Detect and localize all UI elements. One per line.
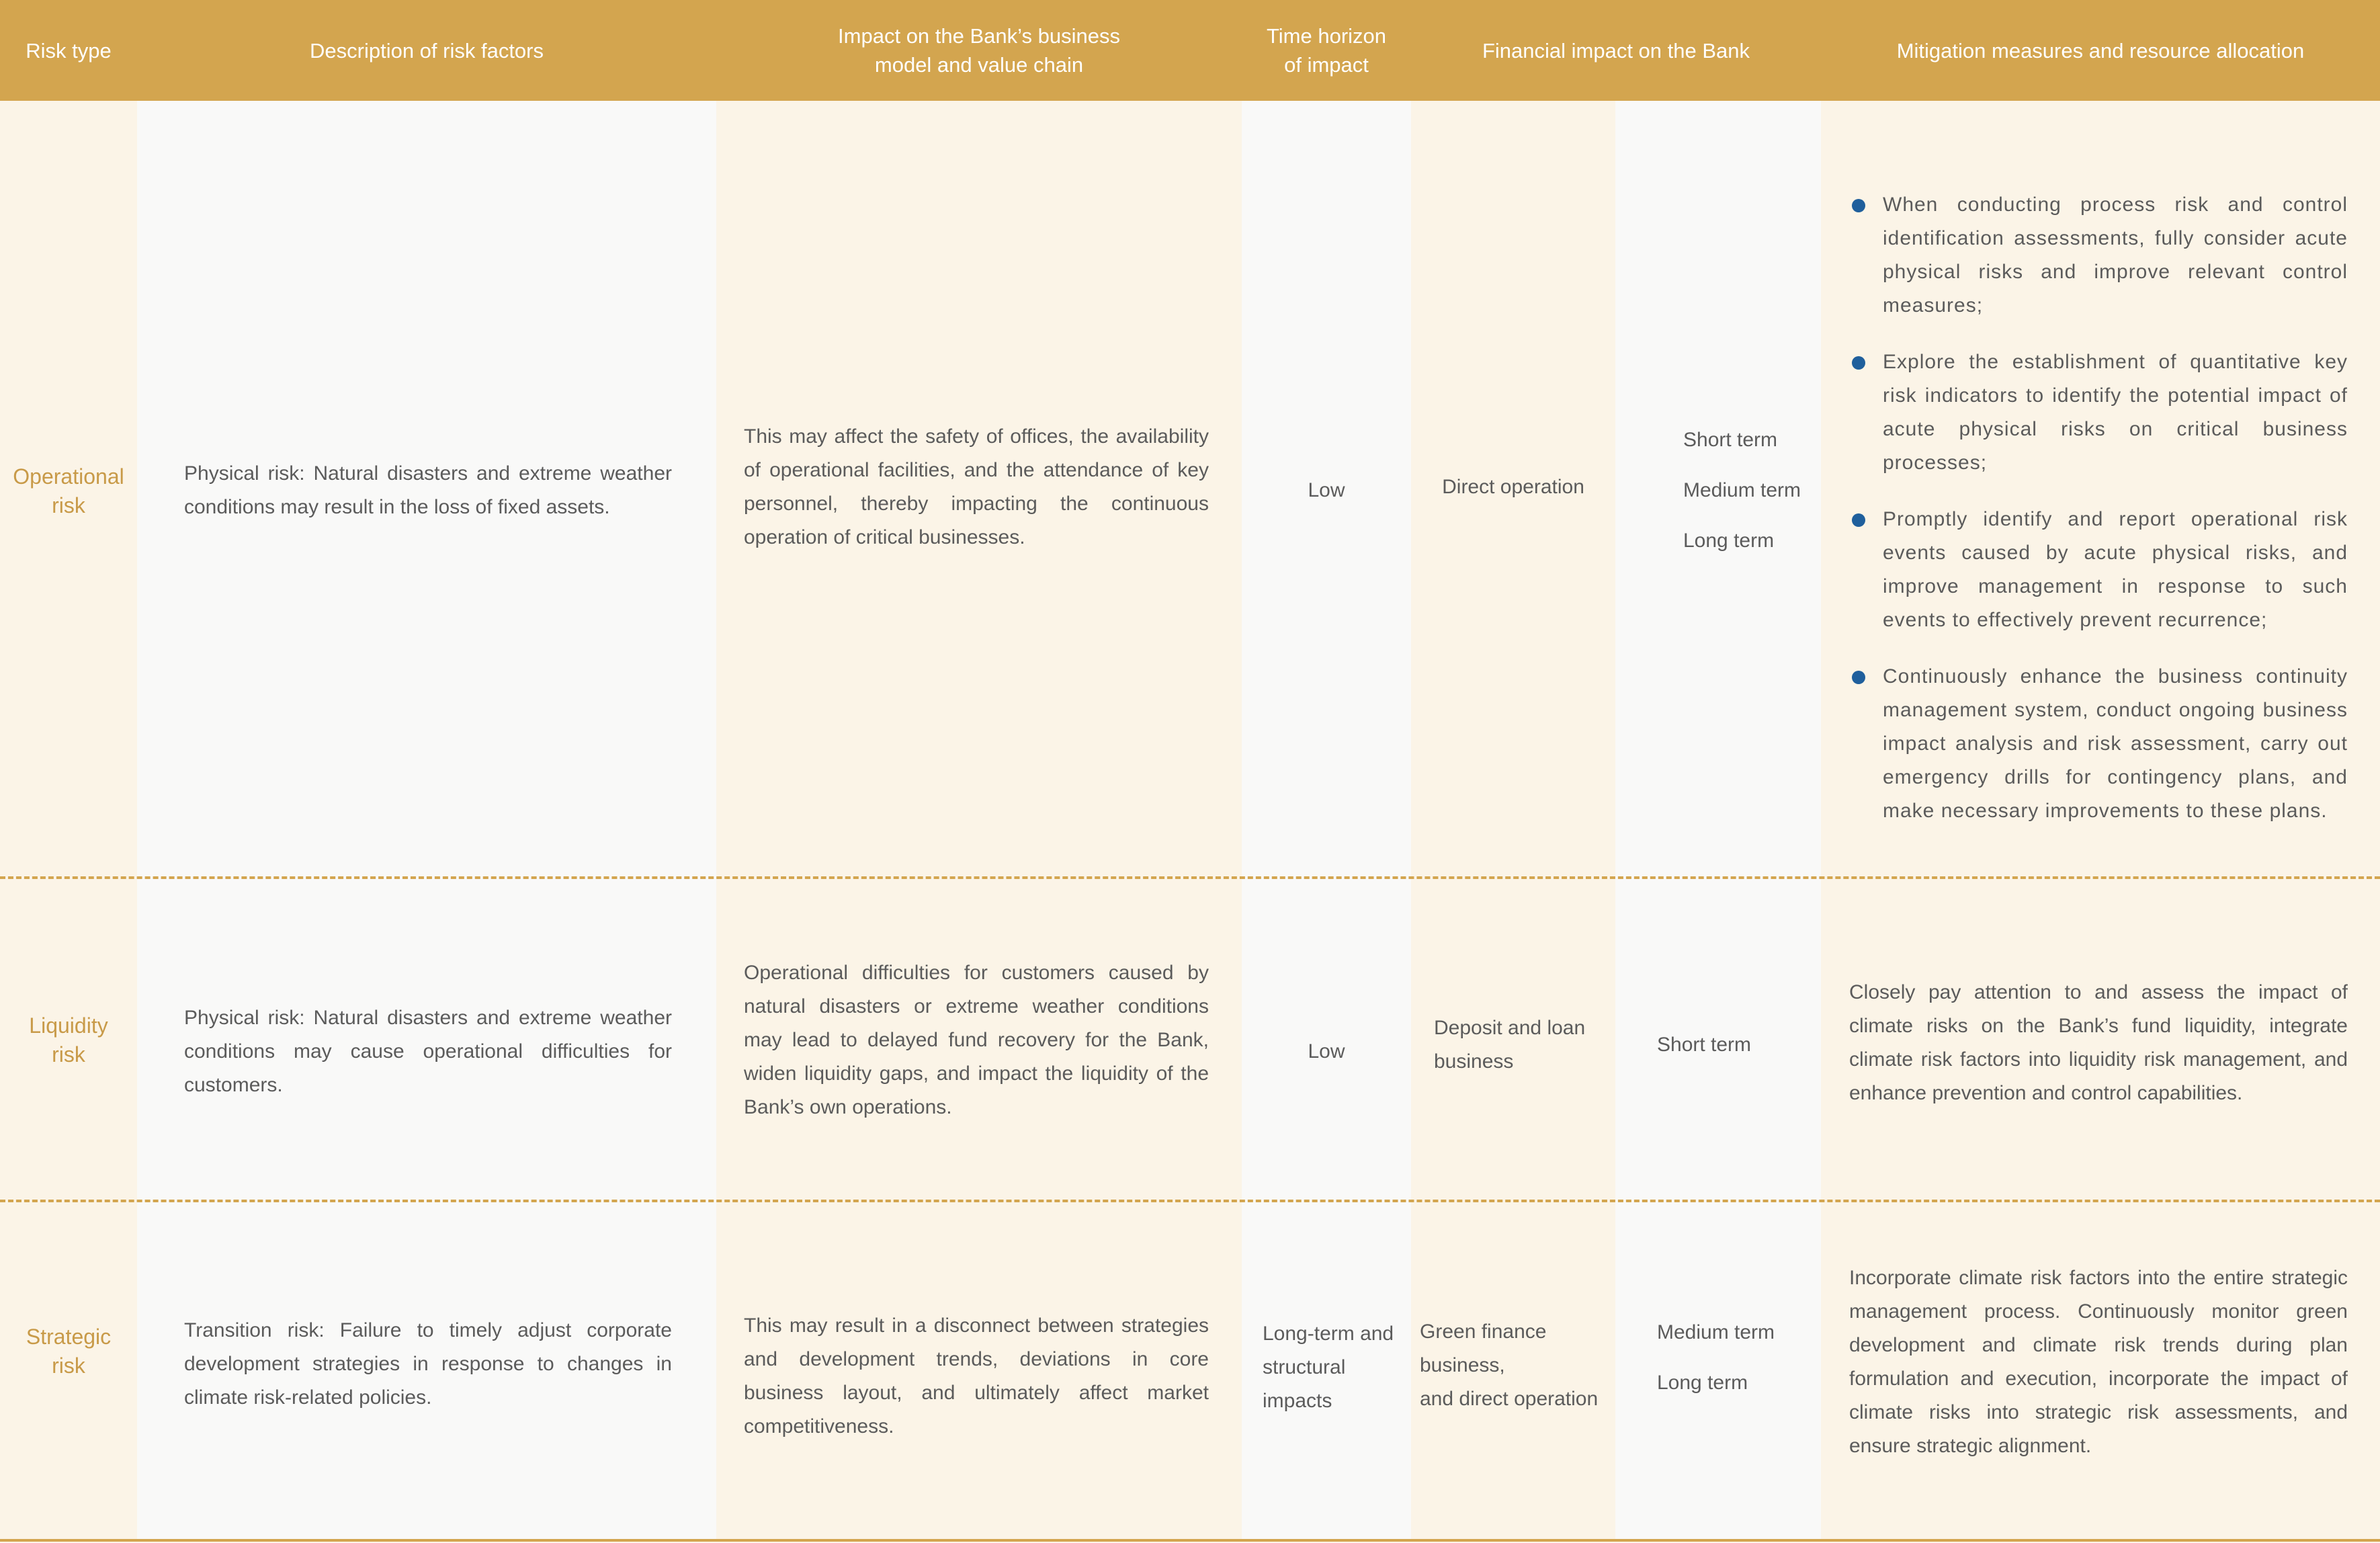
term-item: Medium term — [1657, 1321, 1775, 1343]
financial-terms — [1657, 1028, 1821, 1079]
financial-area: Deposit and loan business — [1434, 1017, 1586, 1073]
bullet-icon — [1852, 199, 1865, 212]
business-impact: This may affect the safety of offices, the availability of operational facilities, and the attendance of key personnel, thereby impacting the continuous operation of critical businesses. — [744, 425, 1209, 548]
financial-area: Green finance business, and direct operation — [1420, 1321, 1599, 1410]
risk-type-label: Operational risk — [13, 464, 124, 517]
term-item: Long term — [1683, 530, 1775, 552]
list-item: When conducting process risk and control identification assessments, fully consider acute physical risks and improve relevant control measures; — [1849, 188, 2348, 323]
list-item: Promptly identify and report operational risk events caused by acute physical risks, and improve management in response to such events to effectively prevent recurrence; — [1849, 503, 2348, 637]
term-item: Short term — [1657, 1034, 1752, 1056]
row-separator — [0, 1200, 2380, 1202]
mitigation-measures: Incorporate climate risk factors into the entire strategic management process. Continuously monitor green development and climate risk trends during plan formulation and execution, incorporate the impact of climate risks into strategic risk assessments, and ensure strategic alignment. — [1849, 1267, 2348, 1457]
risk-description: Physical risk: Natural disasters and extreme weather conditions may result in the loss of fixed assets. — [184, 462, 672, 518]
risk-description: Transition risk: Failure to timely adjust corporate development strategies in response to changes in climate risk-related policies. — [184, 1319, 672, 1409]
table-bottom-border — [0, 1539, 2380, 1542]
business-impact: Operational difficulties for customers caused by natural disasters or extreme weather conditions may lead to delayed fund recovery for the Bank, widen liquidity gaps, and impact the liquidity of the Bank’s own operations. — [744, 962, 1209, 1118]
impact-level: Low — [1308, 1040, 1345, 1062]
risk-type-label: Liquidity risk — [29, 1013, 108, 1067]
financial-terms — [1683, 423, 1821, 575]
header-mitigation: Mitigation measures and resource allocation — [1896, 38, 2305, 62]
term-item: Short term — [1683, 429, 1778, 451]
term-item: Long term — [1657, 1372, 1748, 1394]
mitigation-measures: Closely pay attention to and assess the impact of climate risks on the Bank’s fund liquidity, integrate climate risk factors into liquidity risk management, and enhance prevention and control capabilities. — [1849, 981, 2348, 1104]
financial-area: Direct operation — [1442, 476, 1584, 498]
header-description: Description of risk factors — [310, 38, 544, 62]
term-item: Medium term — [1683, 479, 1801, 501]
list-item: Explore the establishment of quantitative key risk indicators to identify the potential impact of acute physical risks on critical business processes; — [1849, 345, 2348, 480]
header-impact: Impact on the Bank’s business model and value chain — [838, 24, 1120, 77]
financial-terms — [1657, 1316, 1821, 1417]
risk-description: Physical risk: Natural disasters and extreme weather conditions may cause operational difficulties for customers. — [184, 1007, 672, 1096]
header-risk-type: Risk type — [26, 38, 112, 62]
header-financial-impact: Financial impact on the Bank — [1482, 38, 1750, 62]
row-separator — [0, 876, 2380, 879]
business-impact: This may result in a disconnect between strategies and development trends, deviations in core business layout, and ultimately affect market competitiveness. — [744, 1315, 1209, 1437]
mitigation-list — [1849, 188, 2348, 828]
table-header — [0, 0, 2380, 101]
mitigation-measures — [1849, 188, 2348, 851]
bullet-icon — [1852, 513, 1865, 527]
list-item: Continuously enhance the business continuity management system, conduct ongoing business impact analysis and risk assessment, carry out emergency drills for contingency plans, and make necessary improvements to these plans. — [1849, 660, 2348, 828]
risk-type-label: Strategic risk — [26, 1325, 112, 1378]
bullet-icon — [1852, 671, 1865, 684]
header-time-horizon: Time horizon of impact — [1266, 24, 1387, 77]
impact-level: Long-term and structural impacts — [1263, 1323, 1394, 1412]
bullet-icon — [1852, 356, 1865, 370]
impact-level: Low — [1308, 479, 1345, 501]
